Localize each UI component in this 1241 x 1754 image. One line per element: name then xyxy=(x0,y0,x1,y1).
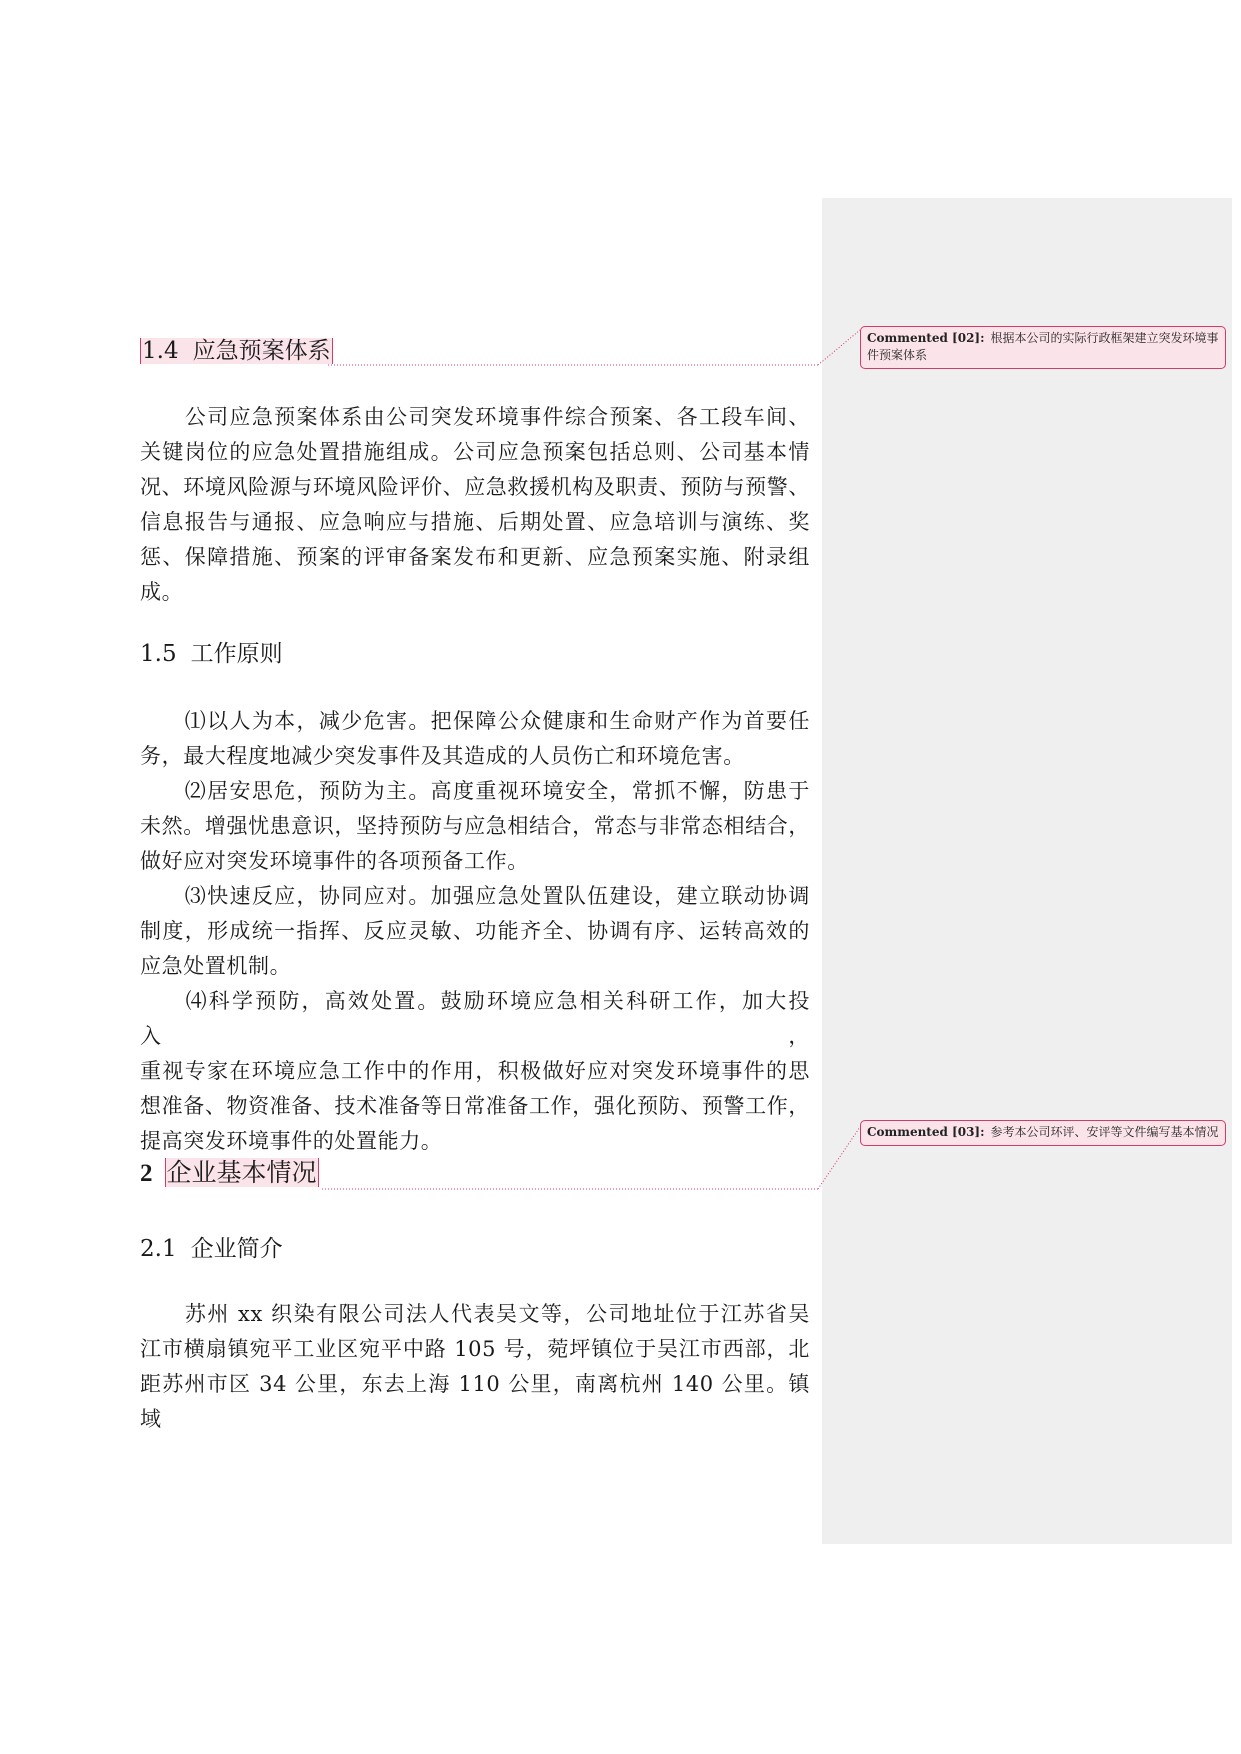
text-line: ⑷科学预防，高效处置。鼓励环境应急相关科研工作，加大投入， xyxy=(140,989,810,1048)
text-line: 况、环境风险源与环境风险评价、应急救援机构及职责、预防与预警、 xyxy=(140,475,810,499)
comment-anchor-03[interactable] xyxy=(165,1158,319,1187)
paragraph-principle-2 xyxy=(140,774,810,879)
text-line: 信息报告与通报、应急响应与措施、后期处置、应急培训与演练、奖 xyxy=(140,510,810,534)
comment-text: 参考本公司环评、安评等文件编写基本情况 xyxy=(990,1125,1219,1139)
comment-balloon-02[interactable] xyxy=(860,326,1226,369)
text-line: 提高突发环境事件的处置能力。 xyxy=(140,1129,443,1153)
heading-2-1 xyxy=(140,1232,283,1266)
text-line: 距苏州市区 34 公里，东去上海 110 公里，南离杭州 140 公里。镇域 xyxy=(140,1372,810,1431)
text-line: 做好应对突发环境事件的各项预备工作。 xyxy=(140,849,529,873)
comment-02-leader-line xyxy=(818,330,860,365)
text-line: 惩、保障措施、预案的评审备案发布和更新、应急预案实施、附录组 xyxy=(140,545,810,569)
heading-number: 2 xyxy=(140,1160,153,1187)
text-line: 成。 xyxy=(140,580,184,604)
heading-number: 2.1 xyxy=(140,1236,177,1262)
paragraph-principle-1 xyxy=(140,704,810,774)
text-line: 江市横扇镇宛平工业区宛平中路 105 号，菀坪镇位于吴江市西部，北 xyxy=(140,1337,810,1361)
heading-title: 企业简介 xyxy=(190,1236,283,1262)
paragraph-emergency-plan-system xyxy=(140,400,810,610)
text-line: 应急处置机制。 xyxy=(140,954,292,978)
comment-label: Commented [02]: xyxy=(867,331,985,345)
heading-number: 1.5 xyxy=(140,641,177,667)
comment-balloon-03[interactable] xyxy=(860,1120,1226,1146)
heading-title: 应急预案体系 xyxy=(192,338,331,364)
heading-2 xyxy=(140,1156,319,1191)
comment-03-leader-line xyxy=(818,1127,860,1189)
heading-title: 企业基本情况 xyxy=(166,1158,317,1187)
paragraph-principle-3 xyxy=(140,879,810,984)
text-line: ⑵居安思危，预防为主。高度重视环境安全，常抓不懈，防患于 xyxy=(184,779,810,803)
text-line: 未然。增强忧患意识，坚持预防与应急相结合，常态与非常态相结合， xyxy=(140,814,810,838)
text-line: 公司应急预案体系由公司突发环境事件综合预案、各工段车间、 xyxy=(184,405,810,429)
text-line: 务，最大程度地减少突发事件及其造成的人员伤亡和环境危害。 xyxy=(140,744,745,768)
text-line: 关键岗位的应急处置措施组成。公司应急预案包括总则、公司基本情 xyxy=(140,440,810,464)
text-line: 想准备、物资准备、技术准备等日常准备工作，强化预防、预警工作， xyxy=(140,1094,810,1118)
comment-anchor-02[interactable] xyxy=(140,338,333,364)
heading-1-4 xyxy=(140,334,333,368)
heading-title: 工作原则 xyxy=(190,641,283,667)
text-line: 制度，形成统一指挥、反应灵敏、功能齐全、协调有序、运转高效的 xyxy=(140,919,810,943)
text-line: ⑶快速反应，协同应对。加强应急处置队伍建设，建立联动协调 xyxy=(184,884,810,908)
text-line: 苏州 xx 织染有限公司法人代表吴文等，公司地址位于江苏省吴 xyxy=(184,1302,810,1326)
text-line: ⑴以人为本，减少危害。把保障公众健康和生命财产作为首要任 xyxy=(184,709,810,733)
heading-1-5 xyxy=(140,637,283,671)
comment-text: 根据本公司的实际行政框架建立突发环境事件预案体系 xyxy=(867,331,1219,362)
text-line: 重视专家在环境应急工作中的作用，积极做好应对突发环境事件的思 xyxy=(140,1059,810,1083)
paragraph-company-intro xyxy=(140,1297,810,1437)
paragraph-principle-4 xyxy=(140,984,810,1159)
comment-label: Commented [03]: xyxy=(867,1125,985,1139)
heading-number: 1.4 xyxy=(142,338,179,364)
